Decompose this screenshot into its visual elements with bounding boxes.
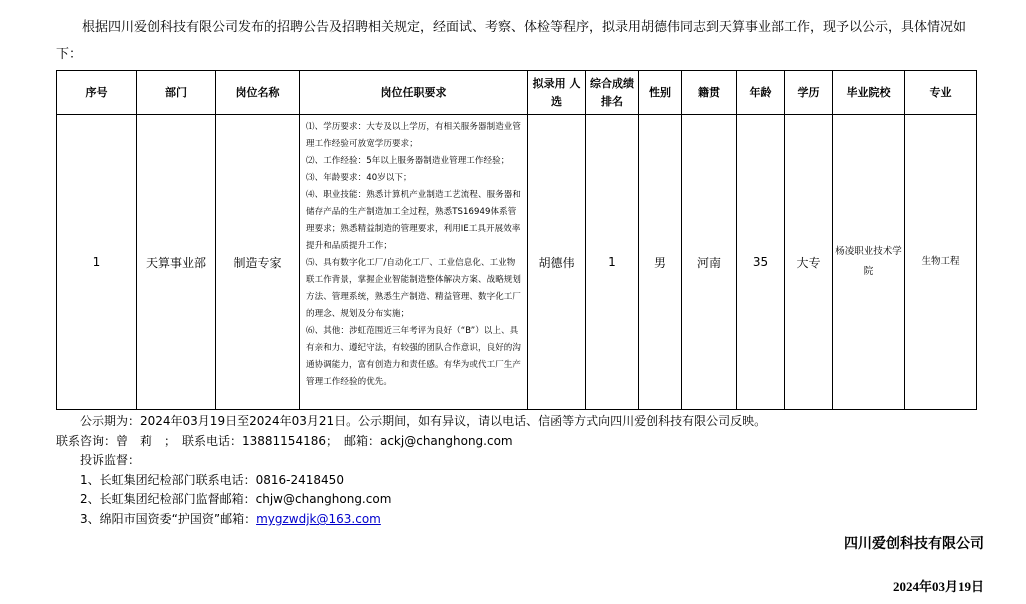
table-row	[57, 115, 977, 410]
header-cell: 岗位任职要求	[300, 71, 528, 115]
education-cell: 大专	[785, 115, 833, 410]
table-header-row	[57, 71, 977, 115]
complaint-item	[80, 510, 381, 527]
gender-cell: 男	[639, 115, 682, 410]
requirement-item: ⑶、年龄要求：40岁以下；	[306, 173, 412, 183]
header-cell: 岗位名称	[216, 71, 300, 115]
header-cell: 综合成绩排名	[586, 71, 639, 115]
complaint-item: 2、长虹集团纪检部门监督邮箱：chjw@changhong.com	[80, 492, 392, 506]
contact-info: 联系咨询：曾 莉 ； 联系电话：13881154186； 邮箱：ackj@changhong.com	[56, 434, 513, 448]
header-cell: 专业	[905, 71, 977, 115]
header-cell: 性别	[639, 71, 682, 115]
department-cell: 天算事业部	[137, 115, 216, 410]
header-cell: 拟录用 人选	[528, 71, 586, 115]
complaint-title: 投诉监督：	[80, 453, 141, 467]
index-cell: 1	[57, 115, 137, 410]
complaint-item: 1、长虹集团纪检部门联系电话：0816-2418450	[80, 473, 344, 487]
company-signature: 四川爱创科技有限公司	[844, 536, 984, 552]
complaint-item-label: 3、绵阳市国资委“护国资”邮箱：	[80, 512, 257, 526]
requirement-item: ⑹、其他：涉虹范围近三年考评为良好（“B”）以上、具有亲和力、遵纪守法，有较强的团队合作意识，良好的沟通协调能力，富有创造力和责任感。有华为或代工厂生产管理工作经验的优先。	[306, 326, 522, 387]
candidate-cell: 胡德伟	[528, 115, 586, 410]
email-link[interactable]: mygzwdjk@163.com	[256, 512, 381, 526]
intro-paragraph: 根据四川爱创科技有限公司发布的招聘公告及招聘相关规定，经面试、考察、体检等程序，拟录用胡德伟同志到天算事业部工作，现予以公示，具体情况如下：	[56, 20, 967, 62]
school-cell: 杨凌职业技术学院	[833, 115, 905, 410]
requirement-item: ⑴、学历要求：大专及以上学历，有相关服务器制造业管理工作经验可放宽学历要求；	[306, 122, 522, 149]
age-cell: 35	[737, 115, 785, 410]
signature-date: 2024年03月19日	[892, 579, 984, 594]
header-cell: 籍贯	[682, 71, 737, 115]
recruitment-table	[56, 70, 977, 410]
header-cell: 毕业院校	[833, 71, 905, 115]
header-cell: 学历	[785, 71, 833, 115]
major-cell: 生物工程	[905, 115, 977, 410]
header-cell: 年龄	[737, 71, 785, 115]
header-cell: 序号	[57, 71, 137, 115]
requirement-item: ⑸、具有数字化工厂/自动化工厂、工业信息化、工业物联工作背景，掌握企业智能制造整体解决方案、战略规划方法、管理系统，熟悉生产制造、精益管理、数字化工厂的理念、规划及分布实施；	[306, 258, 522, 319]
requirement-item: ⑷、职业技能：熟悉计算机产业制造工艺流程、服务器和储存产品的生产制造加工全过程，熟悉TS16949体系管理要求；熟悉精益制造的管理要求，利用IE工具开展效率提升和品质提升工作；	[306, 190, 522, 251]
position-cell: 制造专家	[216, 115, 300, 410]
publicity-notice: 公示期为：2024年03月19日至2024年03月21日。公示期间，如有异议，请以电话、信函等方式向四川爱创科技有限公司反映。	[80, 414, 767, 428]
native-place-cell: 河南	[682, 115, 737, 410]
header-cell: 部门	[137, 71, 216, 115]
rank-cell: 1	[586, 115, 639, 410]
requirements-cell	[300, 115, 528, 410]
requirement-item: ⑵、工作经验：5年以上服务器制造业管理工作经验；	[306, 156, 510, 166]
